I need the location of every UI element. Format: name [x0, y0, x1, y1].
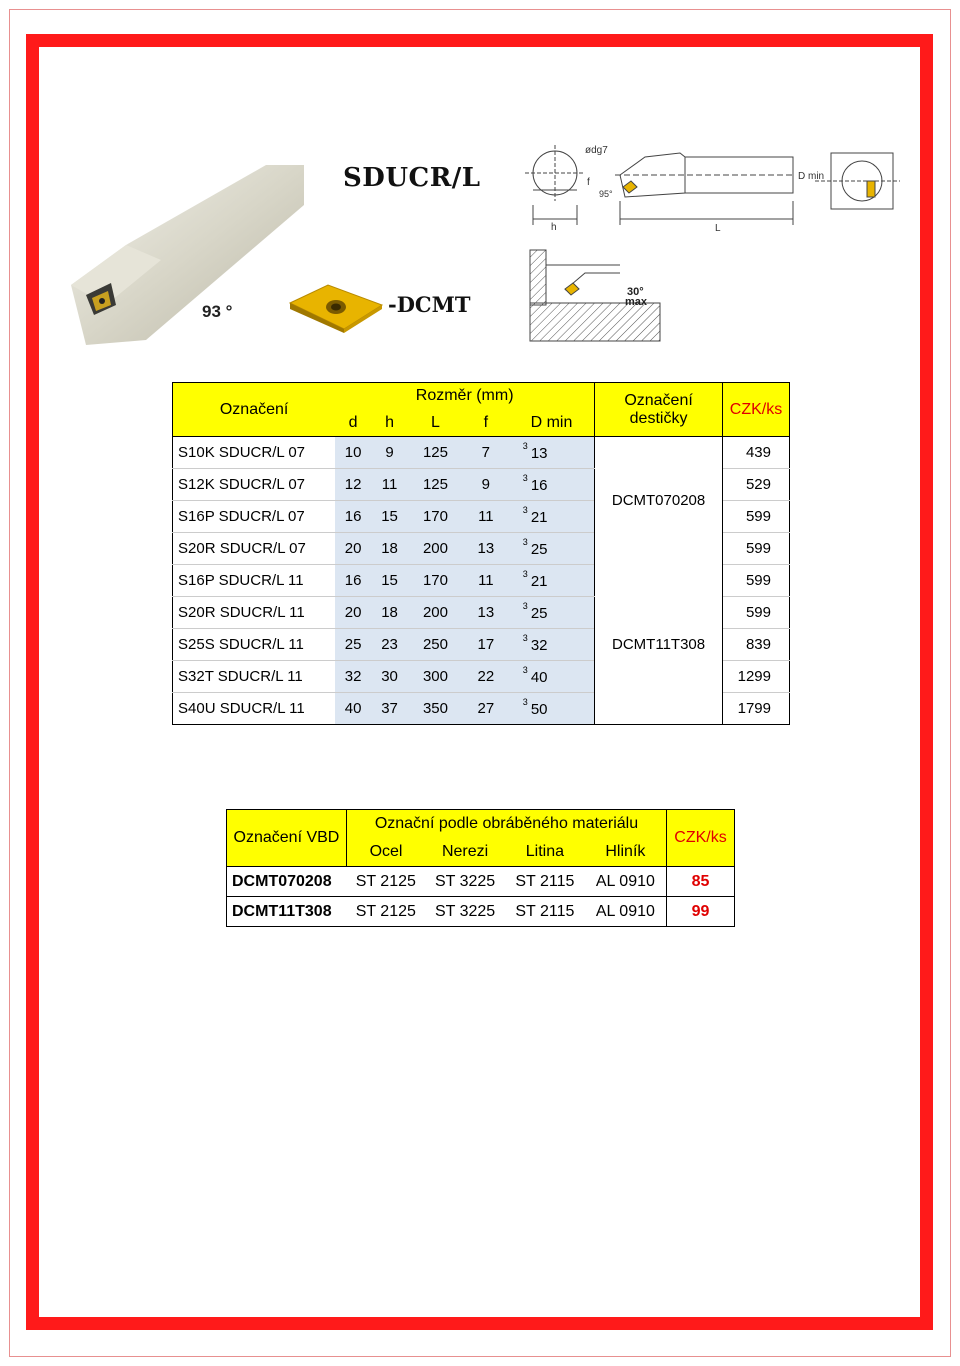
row-d: 25 [335, 629, 371, 661]
table-row [173, 437, 790, 469]
header-material-litina: Litina [505, 838, 585, 867]
drawing-L-label: L [715, 223, 721, 234]
grade-row-nerezi: ST 3225 [425, 867, 505, 897]
row-price: 1299 [723, 661, 790, 693]
row-d: 10 [335, 437, 371, 469]
row-price: 1799 [737, 700, 771, 717]
row-d: 20 [335, 533, 371, 565]
header-material-ocel: Ocel [346, 838, 425, 867]
table-row [227, 897, 735, 927]
row-h: 18 [371, 597, 408, 629]
insert-group-2: DCMT11T308 [595, 565, 723, 725]
insert-grade-table [226, 809, 735, 927]
row-L: 125 [408, 437, 463, 469]
tool-title: SDUCR/L [343, 163, 481, 193]
grade-row-price: 85 [667, 867, 735, 897]
row-dmin [509, 597, 595, 629]
row-dmin-sup: 3 [522, 664, 528, 675]
row-dmin [509, 533, 595, 565]
header-grade-price: CZK/ks [667, 810, 735, 867]
drawing-95deg-label: 95° [599, 189, 613, 199]
row-price: 839 [723, 629, 790, 661]
header-insert: Označení destičky [595, 383, 723, 437]
row-L: 170 [408, 501, 463, 533]
row-dmin-sup: 3 [522, 632, 528, 643]
row-dmin-value: 16 [530, 476, 548, 494]
row-dmin-sup: 3 [522, 504, 528, 515]
header-dim-d: d [335, 409, 371, 437]
row-h: 11 [371, 469, 408, 501]
header-dim-h: h [371, 409, 408, 437]
row-dmin-value: 13 [530, 444, 548, 462]
row-L: 300 [408, 661, 463, 693]
row-code: S16P SDUCR/L 07 [173, 501, 336, 533]
drawing-f-label: f [587, 177, 590, 188]
header-material-hlinik: Hliník [585, 838, 667, 867]
row-f: 22 [463, 661, 509, 693]
header-material-group: Označní podle obráběného materiálu [346, 810, 666, 839]
row-dmin-value: 25 [530, 540, 548, 558]
row-code: S32T SDUCR/L 11 [173, 661, 336, 693]
row-code: S16P SDUCR/L 11 [173, 565, 336, 597]
row-d: 32 [335, 661, 371, 693]
header-dimension-group: Rozměr (mm) [335, 383, 594, 410]
row-price: 599 [723, 565, 790, 597]
drawing-30deg-label: 30° [627, 286, 644, 298]
row-f: 17 [463, 629, 509, 661]
row-f: 7 [463, 437, 509, 469]
row-price: 529 [723, 469, 790, 501]
row-price: 599 [723, 533, 790, 565]
row-dmin [509, 469, 595, 501]
row-f: 11 [463, 565, 509, 597]
grade-row-nerezi: ST 3225 [425, 897, 505, 927]
row-L: 200 [408, 597, 463, 629]
row-dmin [509, 629, 595, 661]
technical-drawing-bottom [525, 245, 665, 345]
row-code: S10K SDUCR/L 07 [173, 437, 336, 469]
grade-row-litina: ST 2115 [505, 897, 585, 927]
header-dim-dmin: D min [509, 409, 595, 437]
row-dmin [509, 661, 595, 693]
header-designation: Označení [173, 383, 336, 437]
drawing-h-label: h [551, 222, 557, 233]
insert-type-label: -DCMT [388, 292, 471, 317]
row-price: 599 [723, 597, 790, 629]
row-dmin-sup: 3 [522, 600, 528, 611]
row-L: 250 [408, 629, 463, 661]
row-L: 125 [408, 469, 463, 501]
row-dmin [509, 501, 595, 533]
header-dim-f: f [463, 409, 509, 437]
row-L: 170 [408, 565, 463, 597]
boring-bar-photo [66, 165, 304, 345]
row-d: 16 [335, 565, 371, 597]
row-code: S40U SDUCR/L 11 [178, 700, 305, 717]
row-h: 23 [371, 629, 408, 661]
row-f: 9 [463, 469, 509, 501]
row-code: S12K SDUCR/L 07 [173, 469, 336, 501]
row-dmin [509, 565, 595, 597]
table-row [173, 565, 790, 597]
drawing-max-label: max [625, 296, 648, 308]
row-price: 599 [723, 501, 790, 533]
header-material-nerezi: Nerezi [425, 838, 505, 867]
row-dmin-value: 21 [530, 508, 548, 526]
drawing-dmin-label: D min [798, 171, 825, 182]
grade-row-hlinik: AL 0910 [585, 867, 667, 897]
grade-row-ocel: ST 2125 [346, 897, 425, 927]
insert-group-1: DCMT070208 [595, 437, 723, 565]
row-h: 15 [371, 501, 408, 533]
row-dmin-value: 32 [530, 636, 548, 654]
row-h: 30 [371, 661, 408, 693]
row-dmin-sup: 3 [522, 696, 528, 707]
row-L: 200 [408, 533, 463, 565]
row-dmin [509, 437, 595, 469]
row-dmin-sup: 3 [522, 568, 528, 579]
grade-row-price: 99 [667, 897, 735, 927]
row-price: 439 [723, 437, 790, 469]
row-f: 27 [463, 693, 509, 725]
row-f: 11 [463, 501, 509, 533]
row-dmin-sup: 3 [522, 536, 528, 547]
row-h: 37 [371, 693, 408, 725]
header-vbd: Označení VBD [227, 810, 347, 867]
tool-price-table [172, 382, 790, 725]
row-L: 350 [408, 693, 463, 725]
row-f: 13 [463, 597, 509, 629]
row-dmin-value: 21 [530, 572, 548, 590]
drawing-dg7-label: ødg7 [585, 145, 608, 156]
row-d: 12 [335, 469, 371, 501]
row-dmin-value: 50 [530, 700, 548, 718]
row-h: 15 [371, 565, 408, 597]
row-code: S25S SDUCR/L 11 [173, 629, 336, 661]
row-dmin [509, 693, 595, 725]
row-dmin-value: 25 [530, 604, 548, 622]
lead-angle-label: 93 ° [202, 302, 233, 321]
insert-photo [288, 283, 384, 333]
header-price: CZK/ks [723, 383, 790, 437]
grade-row-hlinik: AL 0910 [585, 897, 667, 927]
row-h: 18 [371, 533, 408, 565]
row-d: 20 [335, 597, 371, 629]
row-code: S20R SDUCR/L 11 [173, 597, 336, 629]
row-dmin-sup: 3 [522, 472, 528, 483]
header-dim-L: L [408, 409, 463, 437]
grade-row-vbd: DCMT11T308 [227, 897, 347, 927]
grade-row-litina: ST 2115 [505, 867, 585, 897]
row-dmin-value: 40 [530, 668, 548, 686]
grade-row-ocel: ST 2125 [346, 867, 425, 897]
row-d: 40 [335, 693, 371, 725]
row-d: 16 [335, 501, 371, 533]
grade-row-vbd: DCMT070208 [227, 867, 347, 897]
row-h: 9 [371, 437, 408, 469]
technical-drawing-top [515, 135, 900, 235]
row-dmin-sup: 3 [522, 440, 528, 451]
row-f: 13 [463, 533, 509, 565]
row-code: S20R SDUCR/L 07 [173, 533, 336, 565]
table-row [227, 867, 735, 897]
